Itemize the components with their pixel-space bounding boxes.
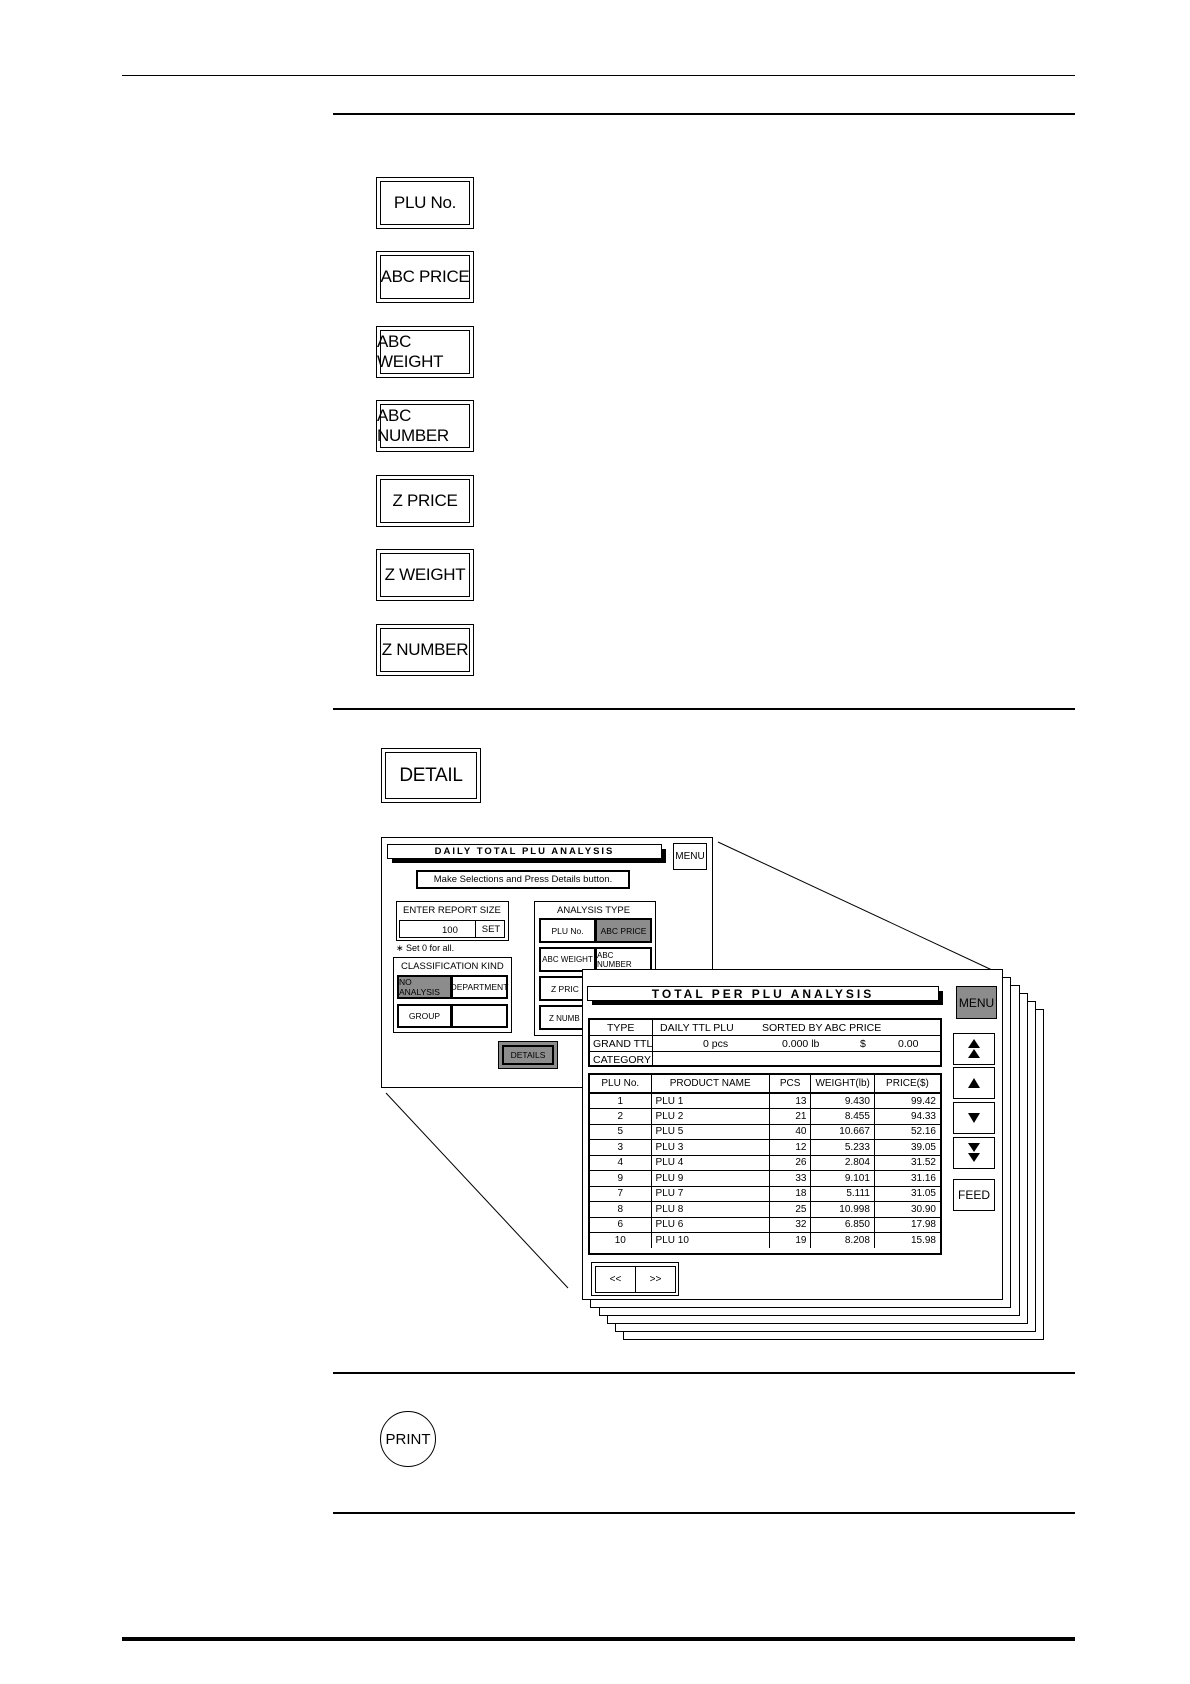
cell-pcs: 25 — [769, 1202, 811, 1218]
cell-product-name: PLU 8 — [651, 1202, 769, 1218]
prev-page-button[interactable] — [595, 1266, 636, 1293]
z-weight-key-label: Z WEIGHT — [384, 565, 466, 584]
table-row — [590, 1109, 940, 1125]
table-row — [590, 1233, 940, 1249]
cell-product-name: PLU 2 — [651, 1109, 769, 1125]
summary-box — [588, 1018, 942, 1067]
cell-price: 94.33 — [874, 1109, 940, 1125]
cell-price: 99.42 — [874, 1093, 940, 1109]
cell-weight: 9.430 — [811, 1093, 874, 1109]
cell-price: 15.98 — [874, 1233, 940, 1249]
analysis-abc-number-label: ABC NUMBER — [597, 950, 632, 969]
feed-label: FEED — [957, 1188, 990, 1202]
report-size-box — [396, 901, 509, 941]
cell-pcs: 13 — [769, 1093, 811, 1109]
details-button[interactable] — [498, 1041, 558, 1069]
table-row — [590, 1155, 940, 1171]
cell-plu-no: 7 — [590, 1186, 651, 1202]
grand-pcs: 0 pcs — [703, 1038, 729, 1050]
z-number-key-label: Z NUMBER — [381, 640, 469, 659]
page-nav-box — [591, 1262, 679, 1296]
group-option[interactable] — [397, 1004, 452, 1028]
analysis-type-label: ANALYSIS TYPE — [557, 905, 631, 916]
cell-product-name: PLU 6 — [651, 1217, 769, 1233]
department-option[interactable] — [451, 975, 508, 999]
cell-price: 31.05 — [874, 1186, 940, 1202]
cell-product-name: PLU 10 — [651, 1233, 769, 1249]
plu-no-key-label: PLU No. — [393, 193, 457, 212]
cell-pcs: 21 — [769, 1109, 811, 1125]
set-label: SET — [481, 923, 501, 935]
classification-kind-label: CLASSIFICATION KIND — [401, 961, 504, 972]
cell-price: 31.16 — [874, 1171, 940, 1187]
cell-price: 39.05 — [874, 1140, 940, 1156]
cell-weight: 9.101 — [811, 1171, 874, 1187]
no-analysis-option[interactable] — [397, 975, 452, 999]
screen1-menu-button[interactable] — [673, 843, 707, 870]
cell-product-name: PLU 9 — [651, 1171, 769, 1187]
plu-table-box — [588, 1073, 942, 1255]
set-zero-note: ∗ Set 0 for all. — [396, 943, 455, 953]
next-page-label: >> — [649, 1274, 662, 1285]
instruction-text: Make Selections and Press Details button. — [433, 874, 613, 885]
table-row — [590, 1124, 940, 1140]
cell-plu-no: 3 — [590, 1140, 651, 1156]
scroll-bottom-button[interactable] — [953, 1137, 995, 1169]
prev-page-label: << — [609, 1274, 622, 1285]
analysis-z-number-label: Z NUMB — [549, 1014, 580, 1023]
header-price: PRICE($) — [874, 1075, 940, 1093]
table-row — [590, 1093, 940, 1109]
cell-plu-no: 2 — [590, 1109, 651, 1125]
screen2-menu-button[interactable] — [956, 986, 997, 1019]
detail-key-label: DETAIL — [399, 764, 463, 786]
cell-price: 31.52 — [874, 1155, 940, 1171]
cell-pcs: 26 — [769, 1155, 811, 1171]
cell-pcs: 32 — [769, 1217, 811, 1233]
grand-ttl-label: GRAND TTL — [593, 1038, 653, 1050]
type-value: DAILY TTL PLU — [660, 1022, 734, 1034]
up-arrow-icon — [967, 1077, 981, 1089]
cell-weight: 8.455 — [811, 1109, 874, 1125]
scroll-up-button[interactable] — [953, 1067, 995, 1099]
cell-pcs: 12 — [769, 1140, 811, 1156]
cell-weight: 8.208 — [811, 1233, 874, 1249]
cell-product-name: PLU 4 — [651, 1155, 769, 1171]
category-label: CATEGORY — [593, 1054, 651, 1066]
screen2-title-text: TOTAL PER PLU ANALYSIS — [651, 986, 875, 1001]
cell-weight: 2.804 — [811, 1155, 874, 1171]
double-up-arrow-icon — [967, 1038, 981, 1060]
group-label: GROUP — [408, 1011, 441, 1021]
down-arrow-icon — [967, 1112, 981, 1124]
cell-pcs: 18 — [769, 1186, 811, 1202]
scroll-down-button[interactable] — [953, 1102, 995, 1134]
set-button[interactable] — [475, 920, 506, 938]
details-label: DETAILS — [510, 1050, 546, 1060]
table-row — [590, 1217, 940, 1233]
cell-pcs: 40 — [769, 1124, 811, 1140]
table-row — [590, 1140, 940, 1156]
z-price-key-label: Z PRICE — [392, 491, 458, 510]
table-row — [590, 1171, 940, 1187]
cell-plu-no: 5 — [590, 1124, 651, 1140]
cell-plu-no: 9 — [590, 1171, 651, 1187]
abc-price-key-label: ABC PRICE — [380, 267, 470, 286]
screen1-menu-label: MENU — [675, 851, 705, 862]
currency-symbol: $ — [860, 1038, 866, 1050]
screen1-title-text: DAILY TOTAL PLU ANALYSIS — [434, 846, 615, 857]
feed-button[interactable] — [953, 1179, 995, 1211]
cell-price: 52.16 — [874, 1124, 940, 1140]
report-size-value: 100 — [442, 925, 458, 936]
analysis-abc-weight-label: ABC WEIGHT — [542, 955, 593, 964]
cell-weight: 6.850 — [811, 1217, 874, 1233]
cell-weight: 10.667 — [811, 1124, 874, 1140]
grand-price: 0.00 — [898, 1038, 919, 1050]
cell-pcs: 19 — [769, 1233, 811, 1249]
header-weight: WEIGHT(lb) — [811, 1075, 874, 1093]
table-row — [590, 1186, 940, 1202]
cell-plu-no: 8 — [590, 1202, 651, 1218]
summary-hline-2 — [590, 1051, 942, 1052]
header-pcs: PCS — [769, 1075, 811, 1093]
print-key[interactable] — [380, 1411, 436, 1467]
analysis-plu-no-label: PLU No. — [551, 925, 584, 936]
abc-number-key-label: ABC NUMBER — [377, 406, 449, 445]
empty-classification-option[interactable] — [451, 1004, 508, 1028]
cell-product-name: PLU 5 — [651, 1124, 769, 1140]
header-product-name: PRODUCT NAME — [651, 1075, 769, 1093]
cell-price: 17.98 — [874, 1217, 940, 1233]
analysis-z-price-label: Z PRIC — [551, 984, 579, 994]
cell-product-name: PLU 1 — [651, 1093, 769, 1109]
header-plu-no: PLU No. — [590, 1075, 651, 1093]
screen2-menu-label: MENU — [958, 995, 995, 1010]
cell-weight: 10.998 — [811, 1202, 874, 1218]
summary-hline-1 — [590, 1035, 942, 1036]
report-size-field[interactable] — [399, 920, 505, 938]
screen2-title — [587, 986, 939, 1001]
cell-plu-no: 10 — [590, 1233, 651, 1249]
plu-table — [590, 1075, 940, 1248]
report-size-label: ENTER REPORT SIZE — [403, 905, 501, 916]
cell-plu-no: 6 — [590, 1217, 651, 1233]
abc-weight-key-label: ABC WEIGHT — [377, 332, 444, 371]
table-row — [590, 1202, 940, 1218]
cell-product-name: PLU 7 — [651, 1186, 769, 1202]
instruction-box — [416, 870, 630, 889]
cell-weight: 5.111 — [811, 1186, 874, 1202]
analysis-abc-price-label: ABC PRICE — [600, 925, 647, 936]
department-label: DEPARTMENT — [450, 982, 509, 992]
cell-weight: 5.233 — [811, 1140, 874, 1156]
cell-pcs: 33 — [769, 1171, 811, 1187]
scroll-top-button[interactable] — [953, 1033, 995, 1065]
cell-plu-no: 1 — [590, 1093, 651, 1109]
analysis-plu-no-option[interactable] — [539, 918, 596, 943]
total-per-plu-analysis-screen — [582, 969, 1003, 1300]
table-header-row — [590, 1075, 940, 1093]
cell-price: 30.90 — [874, 1202, 940, 1218]
screen1-title — [387, 844, 662, 859]
next-page-button[interactable] — [635, 1266, 676, 1293]
double-down-arrow-icon — [967, 1142, 981, 1164]
cell-plu-no: 4 — [590, 1155, 651, 1171]
no-analysis-label: NO ANALYSIS — [399, 977, 440, 997]
grand-weight: 0.000 lb — [782, 1038, 820, 1050]
classification-kind-box — [393, 957, 512, 1033]
print-key-label: PRINT — [385, 1430, 431, 1448]
type-label: TYPE — [607, 1022, 635, 1034]
analysis-abc-price-option[interactable] — [595, 918, 652, 943]
cell-product-name: PLU 3 — [651, 1140, 769, 1156]
sorted-value: SORTED BY ABC PRICE — [762, 1022, 882, 1034]
